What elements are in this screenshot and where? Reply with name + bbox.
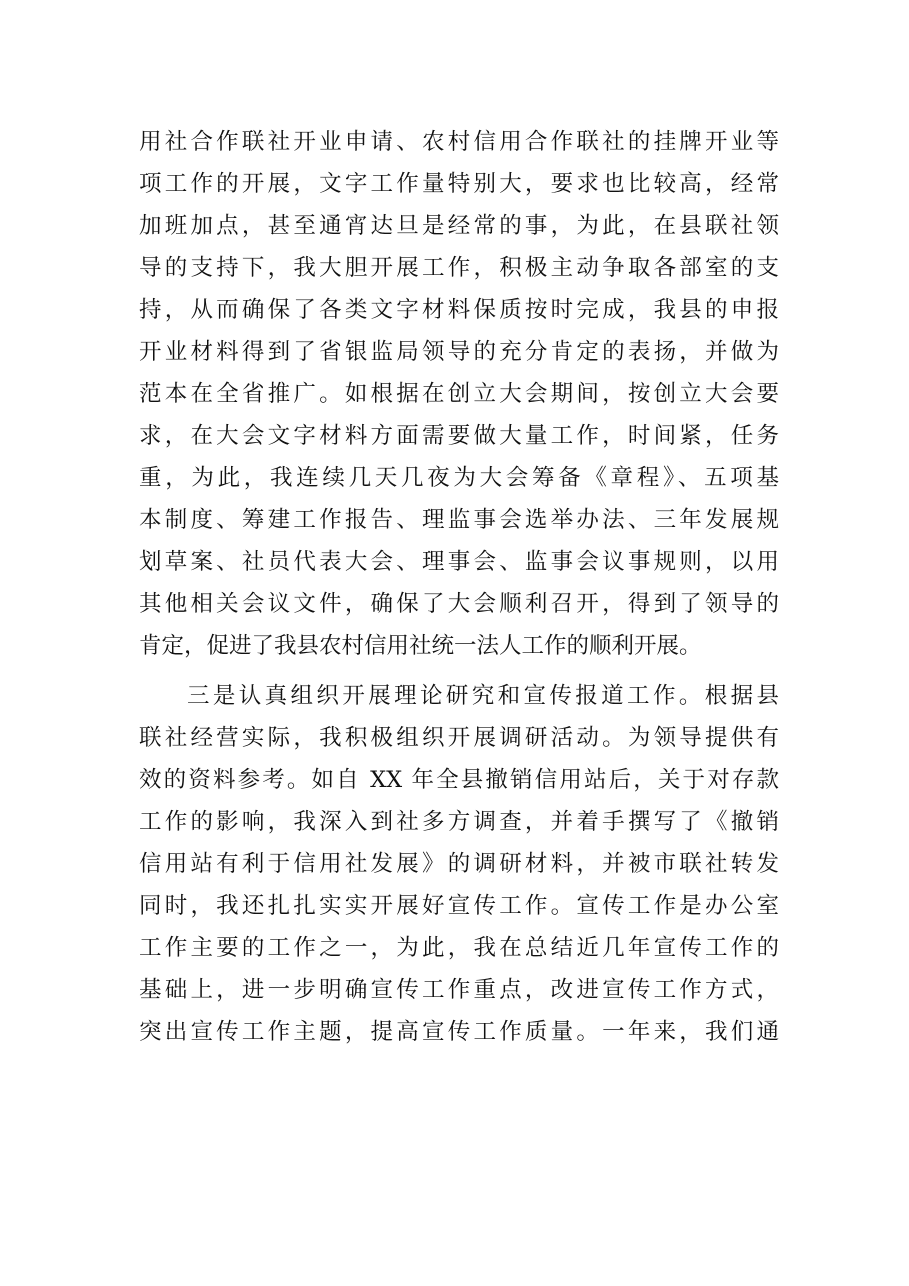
text-line: 持，从而确保了各类文字材料保质按时完成，我县的申报 [139, 297, 779, 323]
text-line: 肯定，促进了我县农村信用社统一法人工作的顺利开展。 [139, 633, 702, 659]
text-line: 求，在大会文字材料方面需要做大量工作，时间紧，任务 [139, 423, 779, 449]
text-line: 突出宣传工作主题，提高宣传工作质量。一年来，我们通 [139, 1019, 779, 1045]
text-line: 基础上，进一步明确宣传工作重点，改进宣传工作方式， [139, 977, 779, 1003]
text-line: 开业材料得到了省银监局领导的充分肯定的表扬，并做为 [139, 339, 779, 365]
text-line: 信用站有利于信用社发展》的调研材料，并被市联社转发 [139, 851, 779, 877]
text-line: 三是认真组织开展理论研究和宣传报道工作。根据县 [187, 683, 779, 709]
text-line: 同时，我还扎扎实实开展好宣传工作。宣传工作是办公室 [139, 893, 779, 919]
paragraph [139, 121, 779, 667]
text-line: 工作主要的工作之一，为此，我在总结近几年宣传工作的 [139, 935, 779, 961]
text-line: 导的支持下，我大胆开展工作，积极主动争取各部室的支 [139, 255, 779, 281]
text-line: 划草案、社员代表大会、理事会、监事会议事规则，以用 [139, 549, 779, 575]
paragraph-spacing [139, 667, 779, 675]
text-line: 项工作的开展，文字工作量特别大，要求也比较高，经常 [139, 171, 779, 197]
text-line: 工作的影响，我深入到社多方调查，并着手撰写了《撤销 [139, 809, 779, 835]
text-line: 范本在全省推广。如根据在创立大会期间，按创立大会要 [139, 381, 779, 407]
text-line: 效的资料参考。如自 XX 年全县撤销信用站后，关于对存款 [139, 767, 779, 793]
text-line: 用社合作联社开业申请、农村信用合作联社的挂牌开业等 [139, 129, 779, 155]
text-line: 重，为此，我连续几天几夜为大会筹备《章程》、五项基 [139, 465, 779, 491]
text-line: 联社经营实际，我积极组织开展调研活动。为领导提供有 [139, 725, 779, 751]
paragraph [139, 675, 779, 1053]
text-line: 其他相关会议文件，确保了大会顺利召开，得到了领导的 [139, 591, 779, 617]
text-line: 本制度、筹建工作报告、理监事会选举办法、三年发展规 [139, 507, 779, 533]
document-body [139, 121, 779, 1053]
text-line: 加班加点，甚至通宵达旦是经常的事，为此，在县联社领 [139, 213, 779, 239]
